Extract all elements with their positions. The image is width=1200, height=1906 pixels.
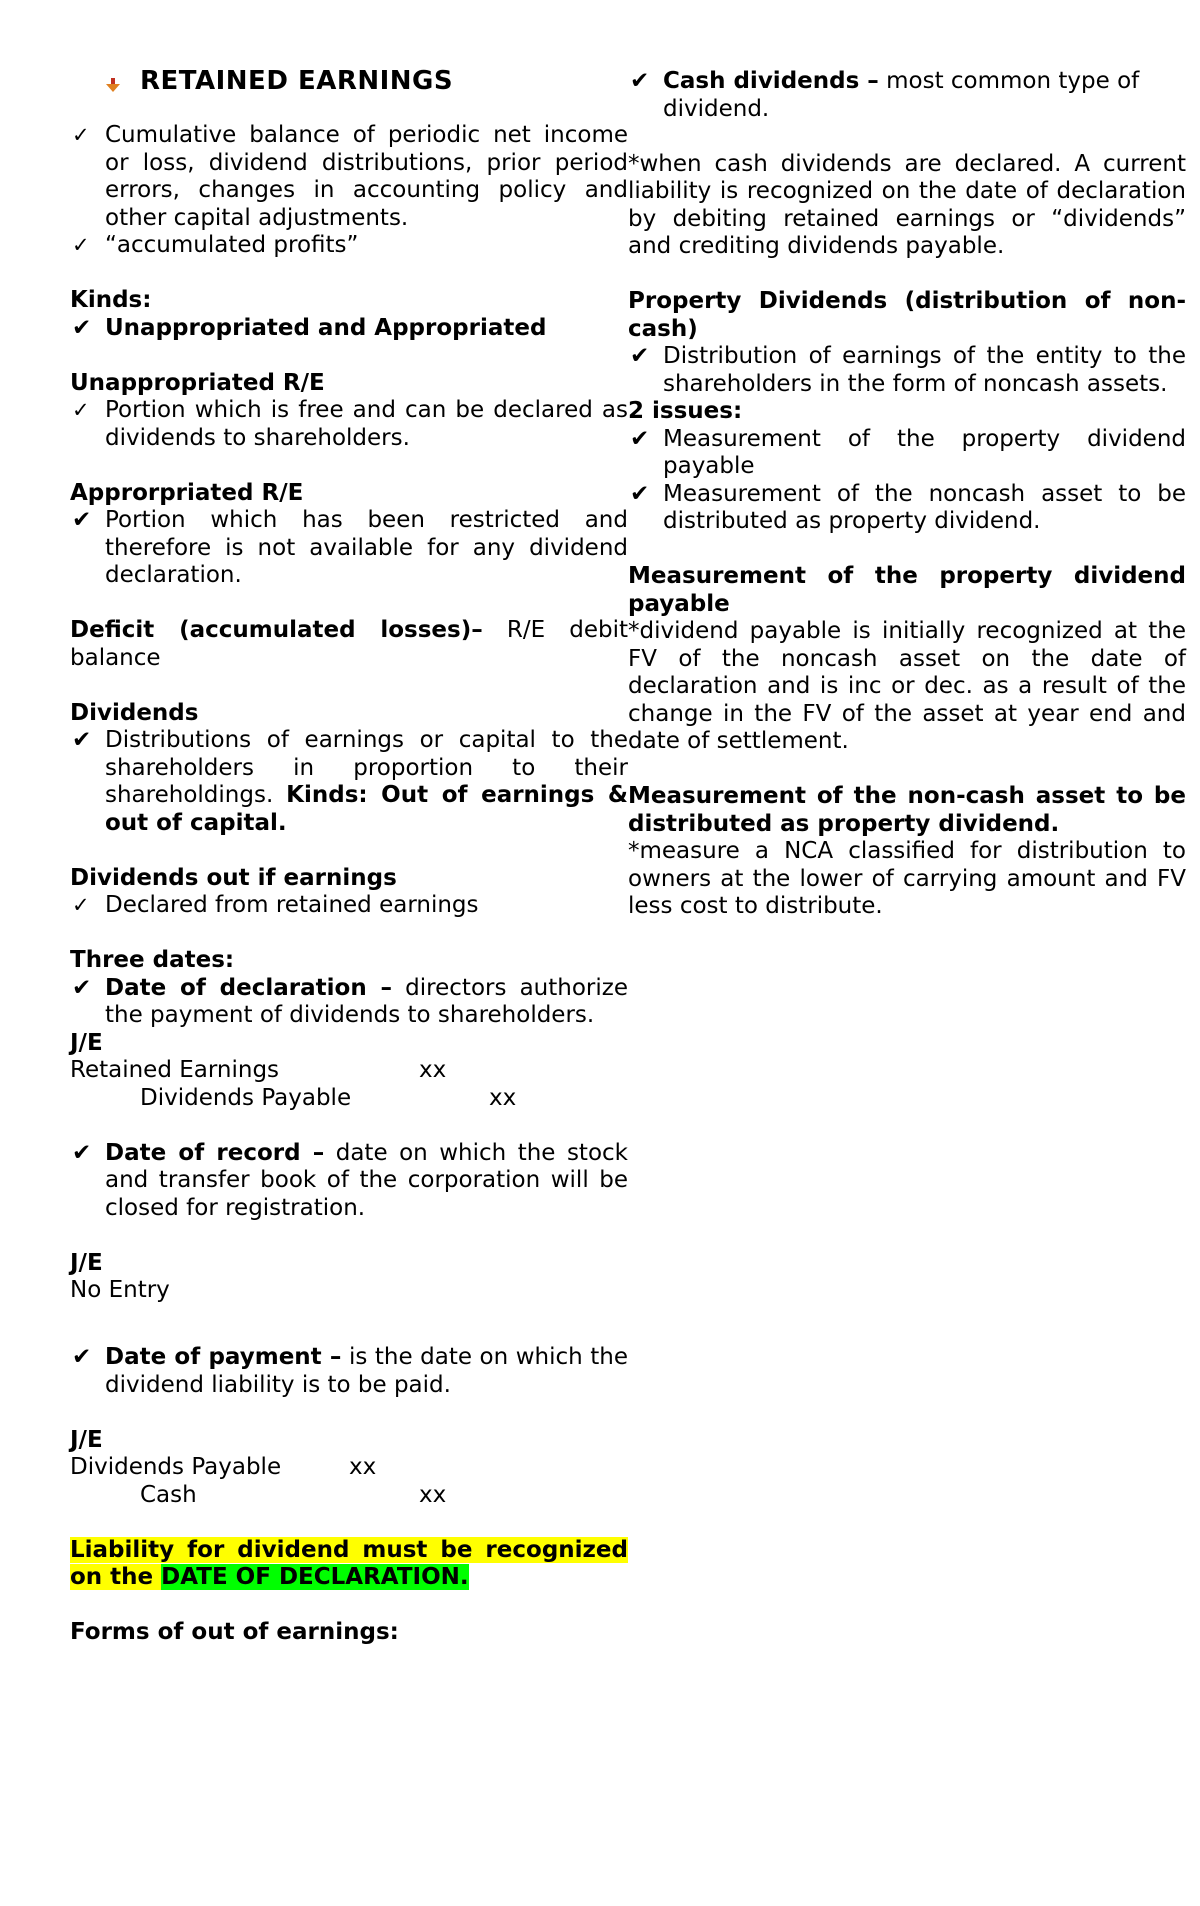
checkmark-icon: ✓: [72, 398, 90, 422]
heavy-checkmark-icon: ✔: [630, 480, 650, 507]
property-dividends-heading: Property Dividends (distribution of non-cash): [628, 288, 1186, 342]
list-item: ✔ Date of payment – is the date on which the dividend liability is to be paid.: [72, 1344, 628, 1398]
heavy-checkmark-icon: ✔: [72, 727, 92, 753]
list-item: ✔ Portion which has been restricted and therefore is not available for any dividend declaration.: [72, 507, 628, 588]
left-column: [70, 68, 628, 1647]
journal-entry-label: J/E: [70, 1426, 103, 1453]
liability-highlight-note: Liability for dividend must be recognized on the DATE OF DECLARATION.: [70, 1536, 628, 1590]
list-item: ✔ Distribution of earnings of the entity to the shareholders in the form of noncash assets.: [630, 343, 1186, 397]
measurement-asset-heading: Measurement of the non-cash asset to be distributed as property dividend.: [628, 783, 1186, 837]
list-item: ✔ Cash dividends – most common type of dividend.: [630, 68, 1140, 122]
measurement-asset-text: *measure a NCA classified for distribution to owners at the lower of carrying amount and FV less cost to distribute.: [628, 838, 1186, 919]
dividends-heading: Dividends: [70, 699, 199, 726]
three-dates-heading: Three dates:: [70, 947, 235, 973]
journal-entry-line: Cash xx: [140, 1481, 447, 1508]
heavy-checkmark-icon: ✔: [72, 507, 92, 533]
measurement-payable-text: *dividend payable is initially recognized at the FV of the noncash asset on the date of declaration and is inc or dec. as a result of the change in the FV of the asset at year end and date of settlement.: [628, 618, 1186, 754]
cash-dividend-note: *when cash dividends are declared. A current liability is recognized on the date of declaration by debiting retained earnings or “dividends” and crediting dividends payable.: [628, 150, 1186, 259]
list-item: ✓ “accumulated profits”: [72, 232, 359, 258]
heavy-checkmark-icon: ✔: [630, 343, 650, 369]
issues-heading: 2 issues:: [628, 398, 743, 424]
list-item: ✔ Date of declaration – directors authorize the payment of dividends to shareholders.: [72, 974, 628, 1028]
unappropriated-heading: Unappropriated R/E: [70, 369, 325, 396]
appropriated-heading: Approrpriated R/E: [70, 479, 304, 506]
list-item: ✔ Unappropriated and Appropriated: [72, 314, 547, 341]
measurement-payable-heading: Measurement of the property dividend payable: [628, 563, 1186, 617]
list-item: ✔ Date of record – date on which the stock and transfer book of the corporation will be closed for registration.: [72, 1139, 628, 1221]
journal-entry-label: J/E: [70, 1029, 103, 1056]
dividends-out-heading: Dividends out if earnings: [70, 864, 397, 891]
journal-entry-label: J/E: [70, 1249, 103, 1276]
deficit-definition: Deficit (accumulated losses)– R/E debit balance: [70, 617, 628, 671]
heavy-checkmark-icon: ✔: [72, 974, 92, 1001]
list-item: ✔ Measurement of the property dividend payable: [630, 425, 1186, 479]
journal-entry-line: No Entry: [70, 1277, 170, 1303]
list-item: ✔ Distributions of earnings or capital to the shareholders in proportion to their shareholdings. Kinds: Out of earnings & out of capital.: [72, 727, 628, 836]
checkmark-icon: ✓: [72, 233, 90, 257]
list-item: ✓ Cumulative balance of periodic net income or loss, dividend distributions, prior period errors, changes in accounting policy and other capital adjustments.: [72, 122, 628, 231]
heavy-checkmark-icon: ✔: [630, 425, 650, 452]
checkmark-icon: ✓: [72, 123, 90, 147]
heavy-checkmark-icon: ✔: [72, 1139, 92, 1166]
list-item: ✓ Declared from retained earnings: [72, 892, 479, 918]
list-item: ✔ Measurement of the noncash asset to be distributed as property dividend.: [630, 480, 1186, 534]
journal-entry-line: Retained Earnings xx: [70, 1057, 447, 1083]
heavy-checkmark-icon: ✔: [630, 68, 650, 94]
forms-heading: Forms of out of earnings:: [70, 1619, 399, 1645]
checkmark-icon: ✓: [72, 893, 90, 917]
kinds-heading: Kinds:: [70, 287, 152, 313]
heavy-checkmark-icon: ✔: [72, 1344, 92, 1370]
right-column: [628, 68, 1186, 921]
arrow-bullet-icon: [106, 78, 120, 92]
heavy-checkmark-icon: ✔: [72, 314, 92, 341]
journal-entry-line: Dividends Payable xx: [140, 1084, 517, 1111]
journal-entry-line: Dividends Payable xx: [70, 1454, 377, 1480]
section-title: RETAINED EARNINGS: [70, 68, 628, 98]
list-item: ✓ Portion which is free and can be declared as dividends to shareholders.: [72, 397, 628, 451]
